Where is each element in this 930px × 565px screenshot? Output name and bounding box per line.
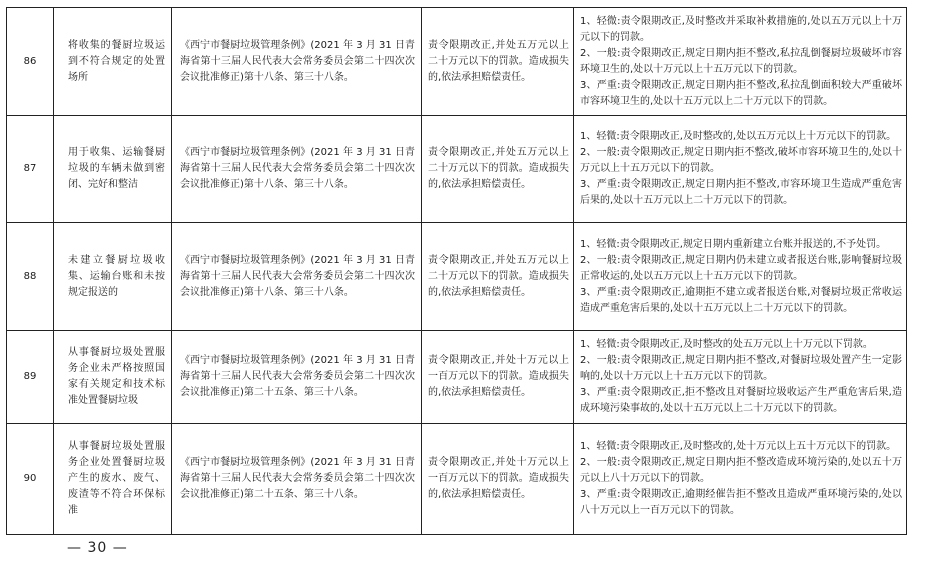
standard-minor: 1、轻微:责令限期改正,及时整改并采取补救措施的,处以五万元以上十万元以下的罚款。 [580,15,902,43]
legal-basis: 《西宁市餐厨垃圾管理条例》(2021 年 3 月 31 日青海省第十三届人民代表大会常务委员会第二十四次次会议批准修正)第十八条、第三十八条。 [172,223,422,331]
standard-severe: 3、严重:责令限期改正,规定日期内拒不整改,私拉乱倒面积较大严重破坏市容环境卫生的,处以十五万元以上二十万元以下的罚款。 [580,79,902,107]
table-row [7,223,907,331]
penalty-provision: 责令限期改正,并处五万元以上二十万元以下的罚款。造成损失的,依法承担赔偿责任。 [422,116,574,223]
discretion-standards [574,223,907,331]
row-number: 87 [7,116,54,223]
row-number: 86 [7,8,54,116]
standard-minor: 1、轻微:责令限期改正,及时整改的,处以五万元以上十万元以下的罚款。 [580,131,897,142]
discretion-standards [574,8,907,116]
legal-basis: 《西宁市餐厨垃圾管理条例》(2021 年 3 月 31 日青海省第十三届人民代表大会常务委员会第二十四次次会议批准修正)第二十五条、第三十八条。 [172,331,422,424]
standard-minor: 1、轻微:责令限期改正,规定日期内重新建立台账并报送的,不予处罚。 [580,238,887,250]
violation-description: 用于收集、运输餐厨垃圾的车辆未做到密闭、完好和整洁 [54,116,172,223]
penalty-provision: 责令限期改正,并处十万元以上一百万元以下的罚款。造成损失的,依法承担赔偿责任。 [422,424,574,535]
legal-basis: 《西宁市餐厨垃圾管理条例》(2021 年 3 月 31 日青海省第十三届人民代表大会常务委员会第二十四次次会议批准修正)第二十五条、第三十八条。 [172,424,422,535]
row-number: 90 [7,424,54,535]
table-row [7,116,907,223]
standard-minor: 1、轻微:责令限期改正,及时整改的处五万元以上十万元以下罚款。 [580,339,873,350]
discretion-standards [574,331,907,424]
violation-description: 从事餐厨垃圾处置服务企业未严格按照国家有关规定和技术标准处置餐厨垃圾 [54,331,172,424]
violation-description: 未建立餐厨垃圾收集、运输台账和未按规定报送的 [54,223,172,331]
standard-general: 2、一般:责令限期改正,规定日期内拒不整改,对餐厨垃圾处置产生一定影响的,处以十万元以上十五万元以下的罚款。 [580,355,902,382]
standard-severe: 3、严重:责令限期改正,逾期拒不建立或者报送台账,对餐厨垃圾正常收运造成严重危害后果的,处以十五万元以上二十万元以下的罚款。 [580,286,902,314]
standard-general: 2、一般:责令限期改正,规定日期内仍未建立或者报送台账,影响餐厨垃圾正常收运的,处以五万元以上十五万元以下的罚款。 [580,254,902,282]
page-number: — 30 — [67,540,128,556]
discretion-standards [574,116,907,223]
standard-minor: 1、轻微:责令限期改正,及时整改的,处十万元以上五十万元以下的罚款。 [580,441,897,452]
standard-general: 2、一般:责令限期改正,规定日期内拒不整改,私拉乱倒餐厨垃圾破坏市容环境卫生的,处以十万元以上十五万元以下的罚款。 [580,47,902,75]
penalty-provision: 责令限期改正,并处五万元以上二十万元以下的罚款。造成损失的,依法承担赔偿责任。 [422,223,574,331]
legal-basis: 《西宁市餐厨垃圾管理条例》(2021 年 3 月 31 日青海省第十三届人民代表大会常务委员会第二十四次次会议批准修正)第十八条、第三十八条。 [172,116,422,223]
penalty-provision: 责令限期改正,并处十万元以上一百万元以下的罚款。造成损失的,依法承担赔偿责任。 [422,331,574,424]
table-row [7,424,907,535]
standard-severe: 3、严重:责令限期改正,逾期经催告拒不整改且造成严重环境污染的,处以八十万元以上一百万元以下的罚款。 [580,489,902,516]
row-number: 88 [7,223,54,331]
row-number: 89 [7,331,54,424]
violation-description: 将收集的餐厨垃圾运到不符合规定的处置场所 [54,8,172,116]
table-row [7,8,907,116]
standard-general: 2、一般:责令限期改正,规定日期内拒不整改,破坏市容环境卫生的,处以十万元以上十五万元以下的罚款。 [580,147,902,174]
standard-general: 2、一般:责令限期改正,规定日期内拒不整改造成环境污染的,处以五十万元以上八十万元以下的罚款。 [580,457,902,484]
standard-severe: 3、严重:责令限期改正,规定日期内拒不整改,市容环境卫生造成严重危害后果的,处以十五万元以上二十万元以下的罚款。 [580,179,902,206]
standard-severe: 3、严重:责令限期改正,拒不整改且对餐厨垃圾收运产生严重危害后果,造成环境污染事故的,处以十五万元以上二十万元以下的罚款。 [580,387,902,414]
table-row [7,331,907,424]
violation-description: 从事餐厨垃圾处置服务企业处置餐厨垃圾产生的废水、废气、废渣等不符合环保标准 [54,424,172,535]
legal-basis: 《西宁市餐厨垃圾管理条例》(2021 年 3 月 31 日青海省第十三届人民代表大会常务委员会第二十四次次会议批准修正)第十八条、第三十八条。 [172,8,422,116]
penalty-standards-table [6,7,907,535]
penalty-provision: 责令限期改正,并处五万元以上二十万元以下的罚款。造成损失的,依法承担赔偿责任。 [422,8,574,116]
discretion-standards [574,424,907,535]
